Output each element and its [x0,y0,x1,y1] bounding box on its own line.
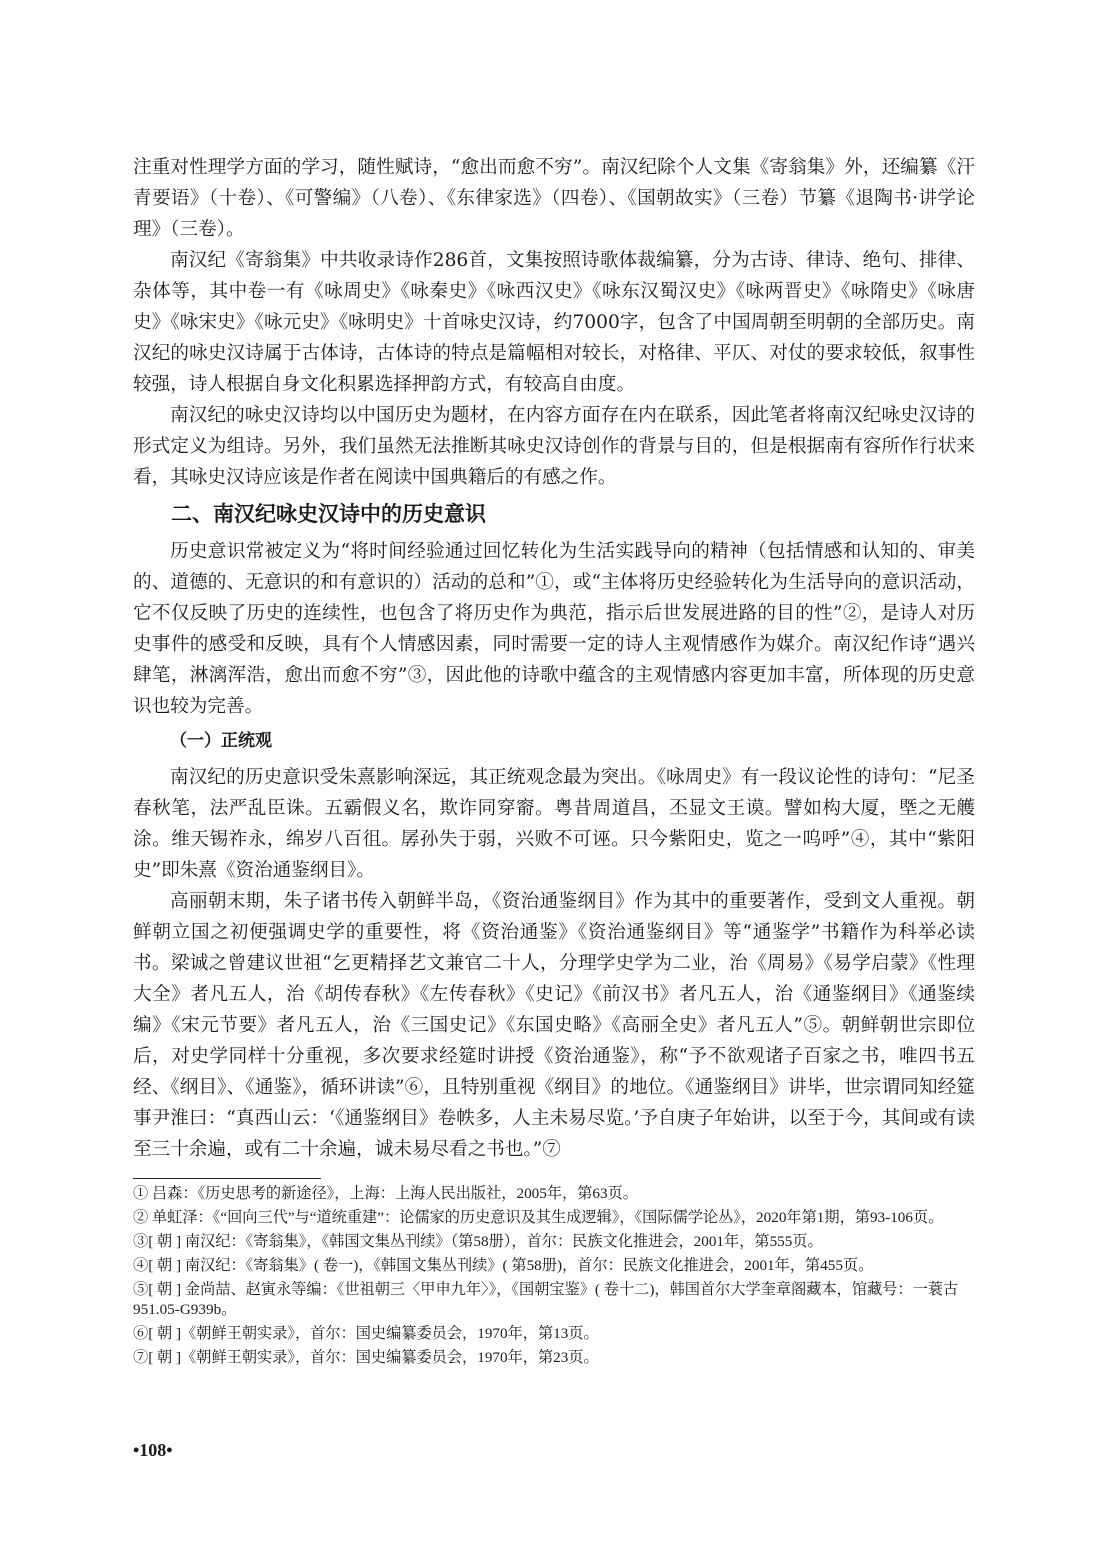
footnote-divider [133,1178,321,1179]
paragraph: 高丽朝末期，朱子诸书传入朝鲜半岛，《资治通鉴纲目》作为其中的重要著作，受到文人重视。朝鲜朝立国之初便强调史学的重要性，将《资治通鉴》《资治通鉴纲目》等“通鉴学”书籍作为科举必读书。梁诚之曾建议世祖“乞更精择艺文兼官二十人，分理学史学为二业，治《周易》《易学启蒙》《性理大全》者凡五人，治《胡传春秋》《左传春秋》《史记》《前汉书》者凡五人，治《通鉴纲目》《通鉴续编》《宋元节要》者凡五人，治《三国史记》《东国史略》《高丽全史》者凡五人”⑤。朝鲜朝世宗即位后，对史学同样十分重视，多次要求经筵时讲授《资治通鉴》，称“予不欲观诸子百家之书，唯四书五经、《纲目》、《通鉴》，循环讲读”⑥，且特别重视《纲目》的地位。《通鉴纲目》讲毕，世宗谓同知经筵事尹淮曰：“真西山云：‘《通鉴纲目》卷帙多，人主未易尽览。’予自庚子年始讲，以至于今，其间或有读至三十余遍，或有二十余遍，诚未易尽看之书也。”⑦ [133,891,975,1160]
footnote: ⑤[ 朝 ] 金尚喆、赵寅永等编：《世祖朝三〈甲申九年〉》，《国朝宝鉴》( 卷十二)，韩国首尔大学奎章阁藏本，馆藏号：一蓑古 951.05-G939b。 [133,1281,959,1318]
paragraph: 南汉纪的历史意识受朱熹影响深远，其正统观念最为突出。《咏周史》有一段议论性的诗句：“尼圣春秋笔，法严乱臣诛。五霸假义名，欺诈同穿窬。粤昔周道昌，丕显文王谟。譬如构大厦，塈之无艧涂。维天锡祚永，绵岁八百徂。孱孙失于弱，兴败不可诬。只今紫阳史，览之一呜呼”④，其中“紫阳史”即朱熹《资治通鉴纲目》。 [133,767,975,881]
paragraph: 历史意识常被定义为“将时间经验通过回忆转化为生活实践导向的精神（包括情感和认知的、审美的、道德的、无意识的和有意识的）活动的总和”①，或“主体将历史经验转化为生活导向的意识活动，它不仅反映了历史的连续性，也包含了将历史作为典范，指示后世发展进路的目的性”②，是诗人对历史事件的感受和反映，具有个人情感因素，同时需要一定的诗人主观情感作为媒介。南汉纪作诗“遇兴肆笔，淋漓浑浩，愈出而愈不穷”③，因此他的诗歌中蕴含的主观情感内容更加丰富，所体现的历史意识也较为完善。 [133,541,975,717]
subsection-heading: （一）正统观 [170,731,272,751]
footnote: ③[ 朝 ] 南汉纪：《寄翁集》，《韩国文集丛刊续》（第58册），首尔：民族文化推进会，2001年，第555页。 [133,1233,823,1250]
footnote: ⑥[ 朝 ]《朝鲜王朝实录》，首尔：国史编纂委员会，1970年，第13页。 [133,1325,599,1342]
footnote: ⑦[ 朝 ]《朝鲜王朝实录》，首尔：国史编纂委员会，1970年，第23页。 [133,1349,599,1366]
footnotes [133,1184,975,1372]
section-heading: 二、南汉纪咏史汉诗中的历史意识 [171,502,486,526]
page-number: •108• [133,1440,173,1460]
paragraph: 注重对性理学方面的学习，随性赋诗，“愈出而愈不穷”。南汉纪除个人文集《寄翁集》外，还编纂《汗青要语》（十卷）、《可警编》（八卷）、《东律家选》（四卷）、《国朝故实》（三卷）节纂《退陶书·讲学论理》（三卷）。 [133,157,975,240]
footnote: ④[ 朝 ] 南汉纪：《寄翁集》( 卷一)，《韩国文集丛刊续》( 第58册)，首尔：民族文化推进会，2001年，第455页。 [133,1257,874,1274]
footnote: ① 吕森：《历史思考的新途径》，上海：上海人民出版社，2005年，第63页。 [133,1185,638,1202]
paragraph: 南汉纪的咏史汉诗均以中国历史为题材，在内容方面存在内在联系，因此笔者将南汉纪咏史汉诗的形式定义为组诗。另外，我们虽然无法推断其咏史汉诗创作的背景与目的，但是根据南有容所作行状来看，其咏史汉诗应该是作者在阅读中国典籍后的有感之作。 [133,405,975,488]
footnote: ② 单虹泽：《“回向三代”与“道统重建”：论儒家的历史意识及其生成逻辑》，《国际儒学论丛》，2020年第1期，第93-106页。 [133,1209,944,1226]
main-text [133,152,975,1165]
paragraph: 南汉纪《寄翁集》中共收录诗作286首，文集按照诗歌体裁编纂，分为古诗、律诗、绝句、排律、杂体等，其中卷一有《咏周史》《咏秦史》《咏西汉史》《咏东汉蜀汉史》《咏两晋史》《咏隋史》《咏唐史》《咏宋史》《咏元史》《咏明史》十首咏史汉诗，约7000字，包含了中国周朝至明朝的全部历史。南汉纪的咏史汉诗属于古体诗，古体诗的特点是篇幅相对较长，对格律、平仄、对仗的要求较低，叙事性较强，诗人根据自身文化积累选择押韵方式，有较高自由度。 [133,250,975,395]
